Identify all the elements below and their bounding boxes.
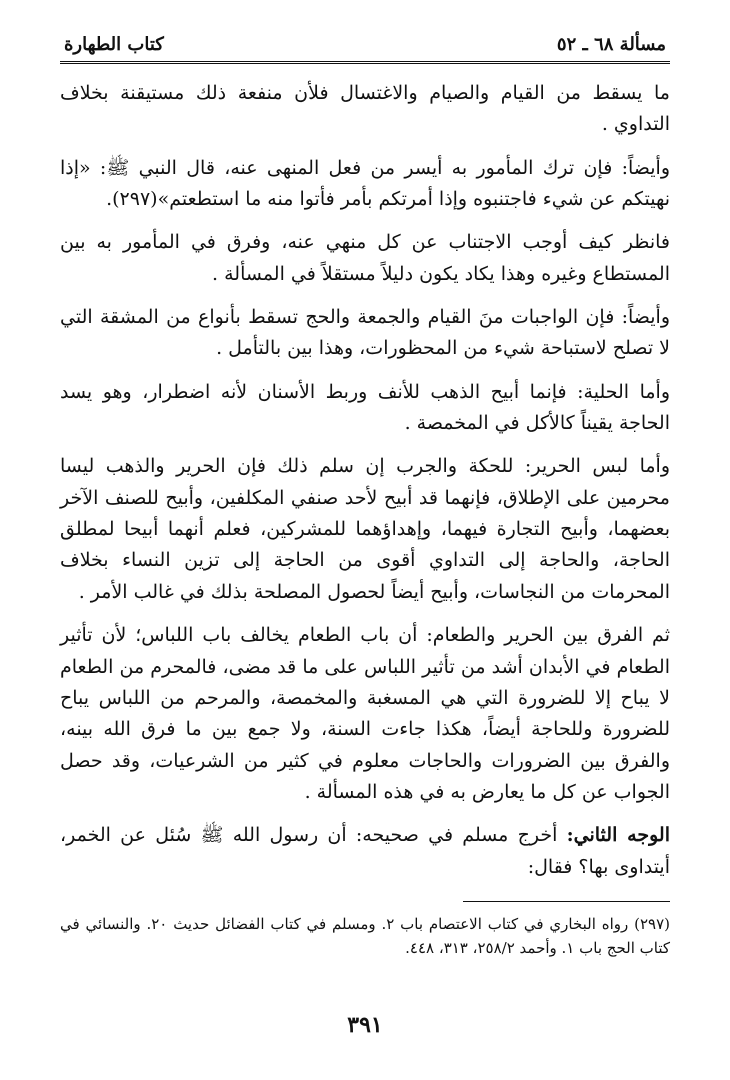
header-book-title: كتاب الطهارة <box>64 34 164 55</box>
paragraph-7: ثم الفرق بين الحرير والطعام: أن باب الطعام يخالف باب اللباس؛ لأن تأثير الطعام في الأبدان أشد من تأثير اللباس على ما قد مضى، فالمحرم من الطعام لا يباح إلا للضرورة التي هي المسغبة والمخمصة، والمرحم من اللباس يباح للضرورة وللحاجة أيضاً، هكذا جاءت السنة، ولا جمع بين ما فرق الله بينه، والفرق بين الضرورات والحاجات معلوم في كثير من الشرعيات، وقد حصل الجواب عن كل ما يعارض به في هذه المسألة . <box>60 624 670 803</box>
footnote: (٢٩٧) رواه البخاري في كتاب الاعتصام باب ٢. ومسلم في كتاب الفضائل حديث ٢٠. والنسائي في كتاب الحج باب ١. وأحمد ٢٥٨/٢، ٣١٣، ٤٤٨. <box>60 914 670 957</box>
second-aspect-text: أخرج مسلم في صحيحه: أن رسول الله ﷺ سُئل عن الخمر، أيتداوى بها؟ فقال: <box>60 824 670 878</box>
paragraph-4: وأيضاً: فإن الواجبات منَ القيام والجمعة والحج تسقط بأنواع من المشقة التي لا تصلح لاستباحة شيء من المحظورات، وهذا بين بالتأمل . <box>60 306 670 360</box>
paragraph-8 <box>60 820 670 883</box>
paragraph-1: ما يسقط من القيام والصيام والاغتسال فلأن منفعة ذلك مستيقنة بخلاف التداوي . <box>60 82 670 136</box>
footnote-divider <box>463 901 670 902</box>
paragraph-2: وأيضاً: فإن ترك المأمور به أيسر من فعل المنهى عنه، قال النبي ﷺ: «إذا نهيتكم عن شيء فاجتنبوه وإذا أمرتكم بأمر فأتوا منه ما استطعتم»(٢٩٧). <box>60 156 670 211</box>
second-aspect-heading: الوجه الثاني: <box>566 824 670 847</box>
paragraph-5: وأما الحلية: فإنما أبيح الذهب للأنف وربط الأسنان لأنه اضطرار، وهو يسد الحاجة يقيناً كالأكل في المخمصة . <box>60 380 670 435</box>
paragraph-3: فانظر كيف أوجب الاجتناب عن كل منهي عنه، وفرق في المأمور به بين المستطاع وغيره وهذا يكاد يكون دليلاً مستقلاً في المسألة . <box>60 231 670 285</box>
main-text <box>60 78 670 883</box>
running-header <box>60 34 670 64</box>
paragraph-6: وأما لبس الحرير: للحكة والجرب إن سلم ذلك فإن الحرير والذهب ليسا محرمين على الإطلاق، فإنهما قد أبيح لأحد صنفي المكلفين، وأبيح للصنف الآخر بعضهما، وأبيح التجارة فيهما، وإهداؤهما للمشركين، فعلم أنهما أبيحا لمطلق الحاجة، والحاجة إلى التداوي أقوى من الحاجة إلى تزين النساء بخلاف المحرمات من النجاسات، وأبيح أيضاً لحصول المصلحة بذلك في غالب الأمر . <box>60 455 670 603</box>
page-number: ٣٩١ <box>347 1012 383 1038</box>
header-section: مسألة ٦٨ ـ ٥٢ <box>556 34 666 55</box>
